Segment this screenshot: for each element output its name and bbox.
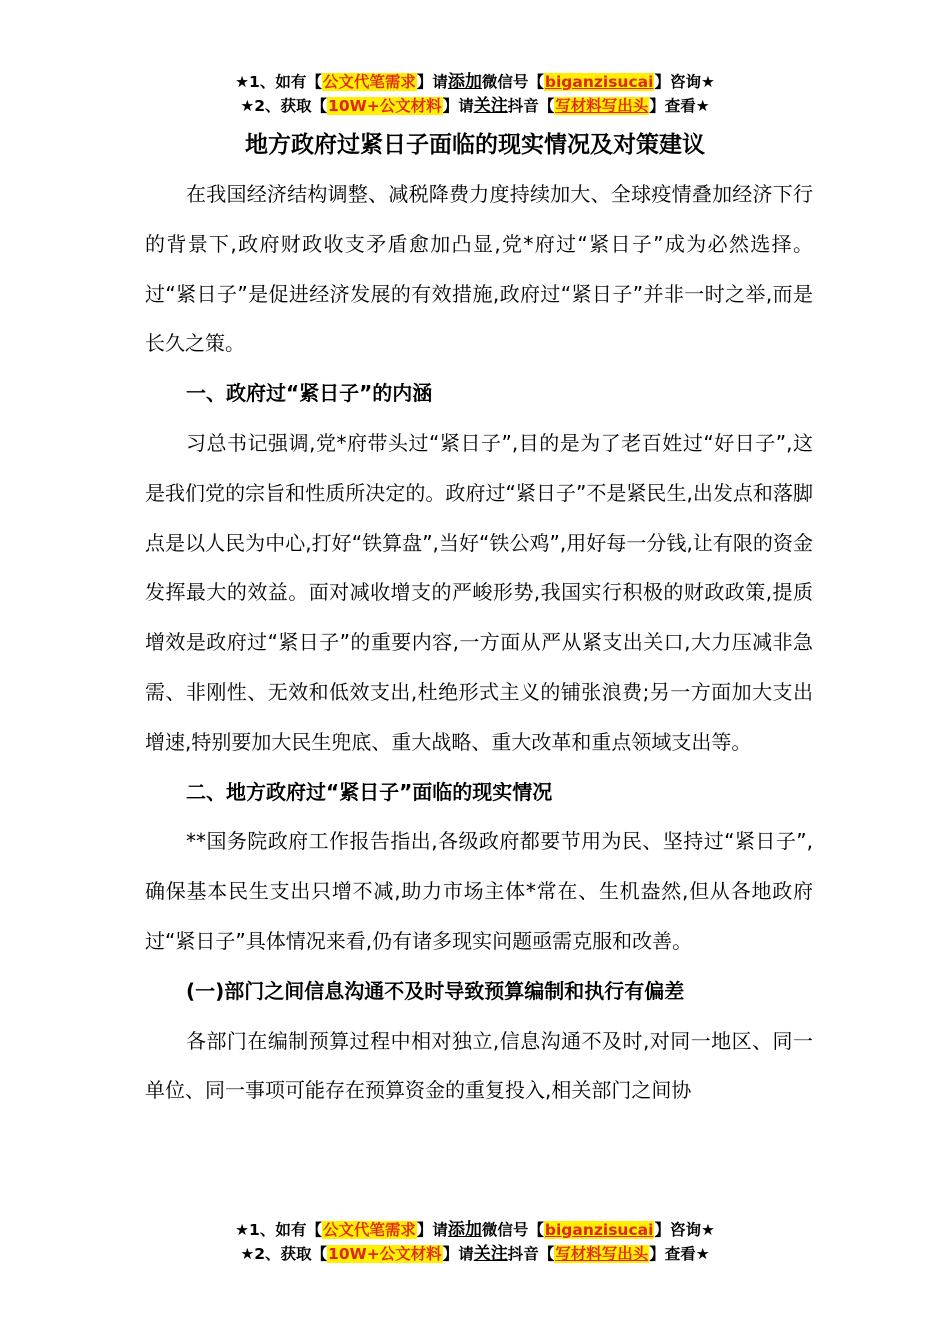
subsection-heading-1: (一)部门之间信息沟通不及时导致预算编制和执行有偏差 [186,978,685,1003]
promo-text: 抖音【 [507,97,555,115]
promo-text: 】请 [442,1245,474,1263]
document-body [145,170,813,1116]
promo-text: 】咨询★ [654,73,715,91]
emphasis-follow: 关注 [473,1244,508,1264]
promo-text: ★2、获取【 [240,97,328,115]
paragraph-communication: 各部门在编制预算过程中相对独立,信息沟通不及时,对同一地区、同一单位、同一事项可能存在预算资金的重复投入,相关部门之间协 [145,1028,813,1103]
promo-text: ★1、如有【 [235,73,322,91]
douyin-account: 写材料写出头 [555,1245,649,1263]
promo-line-2 [0,1242,950,1266]
promo-text: ★1、如有【 [235,1221,322,1239]
promo-banner-top [0,70,950,118]
highlight-materials: 10W+公文材料 [328,1245,442,1263]
promo-line-1 [0,70,950,94]
emphasis-add: 添加 [447,1220,482,1240]
paragraph-intro: 在我国经济结构调整、减税降费力度持续加大、全球疫情叠加经济下行的背景下,政府财政收支矛盾愈加凸显,党*府过“紧日子”成为必然选择。过“紧日子”是促进经济发展的有效措施,政府过“紧日子”并非一时之举,而是长久之策。 [145,182,813,356]
section-heading-2: 二、地方政府过“紧日子”面临的现实情况 [186,779,553,804]
wechat-id: biganzisucai [544,1221,654,1239]
highlight-service: 公文代笔需求 [322,1221,416,1239]
document-title: 地方政府过紧日子面临的现实情况及对策建议 [245,132,705,158]
promo-text: 】查看★ [649,1245,710,1263]
promo-text: 】咨询★ [654,1221,715,1239]
section-heading-1: 一、政府过“紧日子”的内涵 [186,381,433,406]
highlight-materials: 10W+公文材料 [328,97,442,115]
promo-line-2 [0,94,950,118]
emphasis-follow: 关注 [473,96,508,116]
paragraph-report: **国务院政府工作报告指出,各级政府都要节用为民、坚持过“紧日子”,确保基本民生支出只增不减,助力市场主体*常在、生机盎然,但从各地政府过“紧日子”具体情况来看,仍有诸多现实问题亟需克服和改善。 [145,829,813,953]
highlight-service: 公文代笔需求 [322,73,416,91]
promo-text: 】请 [442,97,474,115]
promo-text: 】请 [416,1221,448,1239]
wechat-id: biganzisucai [544,73,654,91]
emphasis-add: 添加 [447,72,482,92]
promo-text: 抖音【 [507,1245,555,1263]
promo-banner-bottom [0,1218,950,1266]
promo-text: 】请 [416,73,448,91]
promo-text: 微信号【 [481,73,544,91]
promo-line-1 [0,1218,950,1242]
promo-text: ★2、获取【 [240,1245,328,1263]
douyin-account: 写材料写出头 [555,97,649,115]
promo-text: 】查看★ [649,97,710,115]
paragraph-connotation: 习总书记强调,党*府带头过“紧日子”,目的是为了老百姓过“好日子”,这是我们党的宗旨和性质所决定的。政府过“紧日子”不是紧民生,出发点和落脚点是以人民为中心,打好“铁算盘”,当好“铁公鸡”,用好每一分钱,让有限的资金发挥最大的效益。面对减收增支的严峻形势,我国实行积极的财政政策,提质增效是政府过“紧日子”的重要内容,一方面从严从紧支出关口,大力压减非急需、非刚性、无效和低效支出,杜绝形式主义的铺张浪费;另一方面加大支出增速,特别要加大民生兜底、重大战略、重大改革和重点领域支出等。 [145,430,813,754]
promo-text: 微信号【 [481,1221,544,1239]
